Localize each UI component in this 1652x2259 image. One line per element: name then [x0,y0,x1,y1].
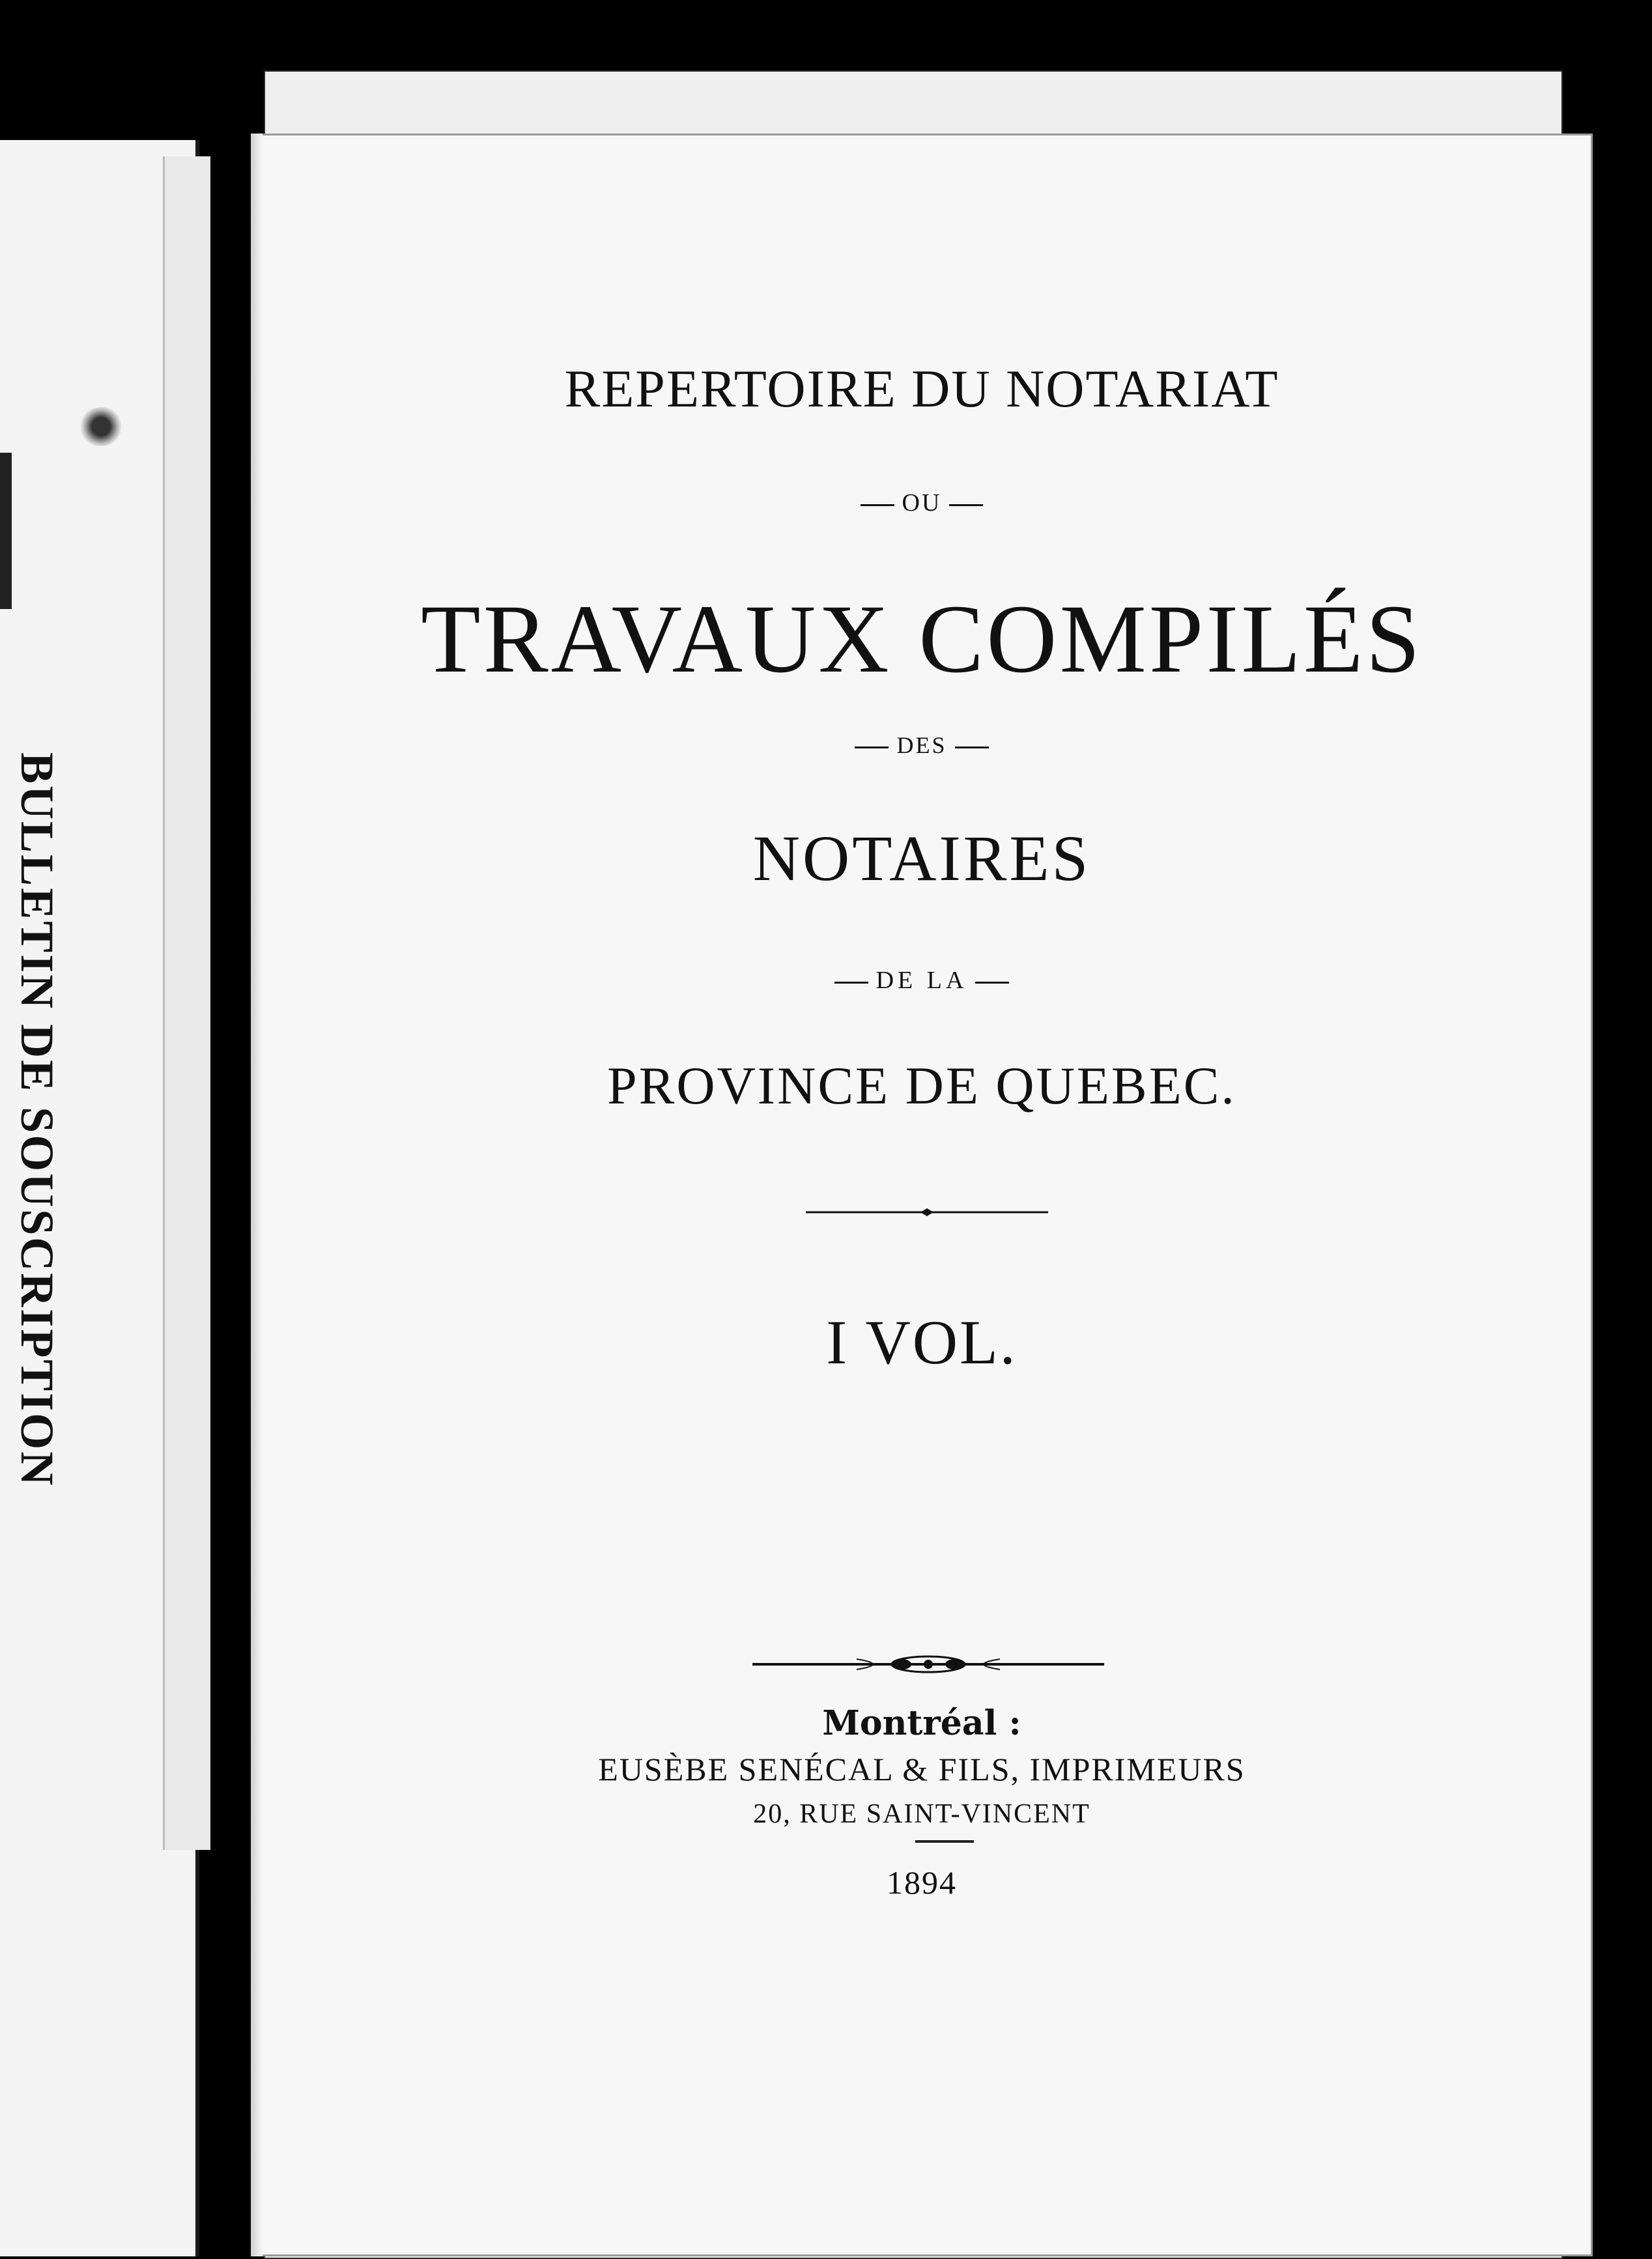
diamond-rule [806,1202,1048,1222]
imprint-year: 1894 [887,1864,957,1901]
imprint-city: Montréal : [822,1703,1021,1743]
dash-left [861,504,894,506]
imprint-address: 20, RUE SAINT-VINCENT [753,1799,1090,1829]
title-page [251,134,1593,2256]
dash-left [834,982,868,984]
title-line-travaux: TRAVAUX COMPILÉS [421,585,1423,693]
title-line-repertoire: REPERTOIRE DU NOTARIAT [564,359,1279,418]
page-edge-shadow [251,134,263,2256]
dark-margin-strip [0,453,12,609]
connector-de-la-text: DE LA [876,967,968,994]
dash-right [975,982,1009,984]
connector-des [251,732,1593,759]
connector-ou [251,489,1593,517]
spine-title: BULLETIN DE SOUSCRIPTION [11,752,63,1488]
year-rule [915,1840,974,1843]
connector-ou-text: OU [902,489,942,517]
title-line-notaires: NOTAIRES [752,822,1091,894]
dash-right [955,746,989,748]
left-sheet-edge [163,156,210,1850]
ornamental-rule [752,1645,1104,1684]
connector-des-text: DES [896,732,947,758]
title-line-province: PROVINCE DE QUEBEC. [607,1056,1236,1115]
imprint-printer: EUSÈBE SENÉCAL & FILS, IMPRIMEURS [598,1751,1246,1787]
connector-de-la [251,966,1593,995]
volume-label: I VOL. [826,1307,1018,1377]
ink-stain [78,407,124,446]
dash-left [855,746,889,748]
dash-right [949,504,983,506]
